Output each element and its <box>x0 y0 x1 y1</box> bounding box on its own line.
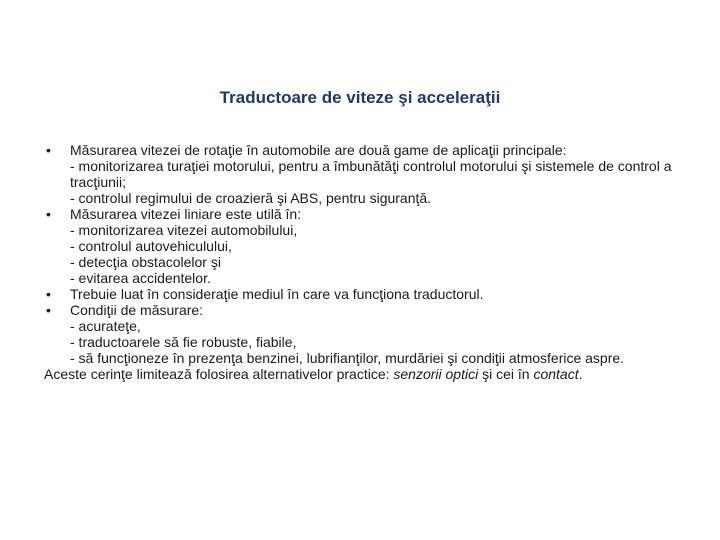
slide-content <box>44 142 694 382</box>
bullet-subline: - detecţia obstacolelor şi <box>70 254 221 270</box>
bullet-subline: - să funcţioneze în prezenţa benzinei, lubrifianţilor, murdăriei şi condiţii atmosferice aspre. <box>70 350 625 366</box>
bullet-heading: Măsurarea vitezei liniare este utilă în: <box>70 206 302 222</box>
bullet-heading: Măsurarea vitezei de rotaţie în automobile are două game de aplicaţii principale: <box>70 142 567 158</box>
bullet-subline: - controlul regimului de croazieră şi ABS, pentru siguranţă. <box>70 190 432 206</box>
closing-text: şi cei în <box>478 366 534 382</box>
bullet-heading: Trebuie luat în consideraţie mediul în care va funcţiona traductorul. <box>70 286 484 302</box>
bullet-item-measurement-conditions <box>44 302 694 366</box>
bullet-subline: - controlul autovehiculului, <box>70 238 232 254</box>
bullet-subline: - evitarea accidentelor. <box>70 270 211 286</box>
closing-text: Aceste cerinţe limitează folosirea alternativelor practice: <box>44 366 394 382</box>
slide-title: Traductoare de viteze şi acceleraţii <box>219 88 501 107</box>
bullet-item-environment <box>44 286 694 302</box>
bullet-item-rotation-speed <box>44 142 694 206</box>
bullet-dot: • <box>46 286 51 302</box>
closing-paragraph <box>44 366 694 382</box>
bullet-heading: Condiţii de măsurare: <box>70 302 204 318</box>
closing-emphasis-contact: contact <box>533 366 579 382</box>
bullet-dot: • <box>46 302 51 318</box>
bullet-dot: • <box>46 206 51 222</box>
bullet-subline: - monitorizarea turaţiei motorului, pentru a îmbunătăţi controlul motorului şi sistemele de control a tracţiunii; <box>70 158 672 190</box>
bullet-subline: - monitorizarea vitezei automobilului, <box>70 222 298 238</box>
bullet-subline: - traductoarele să fie robuste, fiabile, <box>70 334 297 350</box>
closing-emphasis-optical: senzorii optici <box>393 366 479 382</box>
bullet-subline: - acurateţe, <box>70 318 141 334</box>
bullet-item-linear-speed <box>44 206 694 286</box>
bullet-dot: • <box>46 142 51 158</box>
closing-text: . <box>578 366 583 382</box>
